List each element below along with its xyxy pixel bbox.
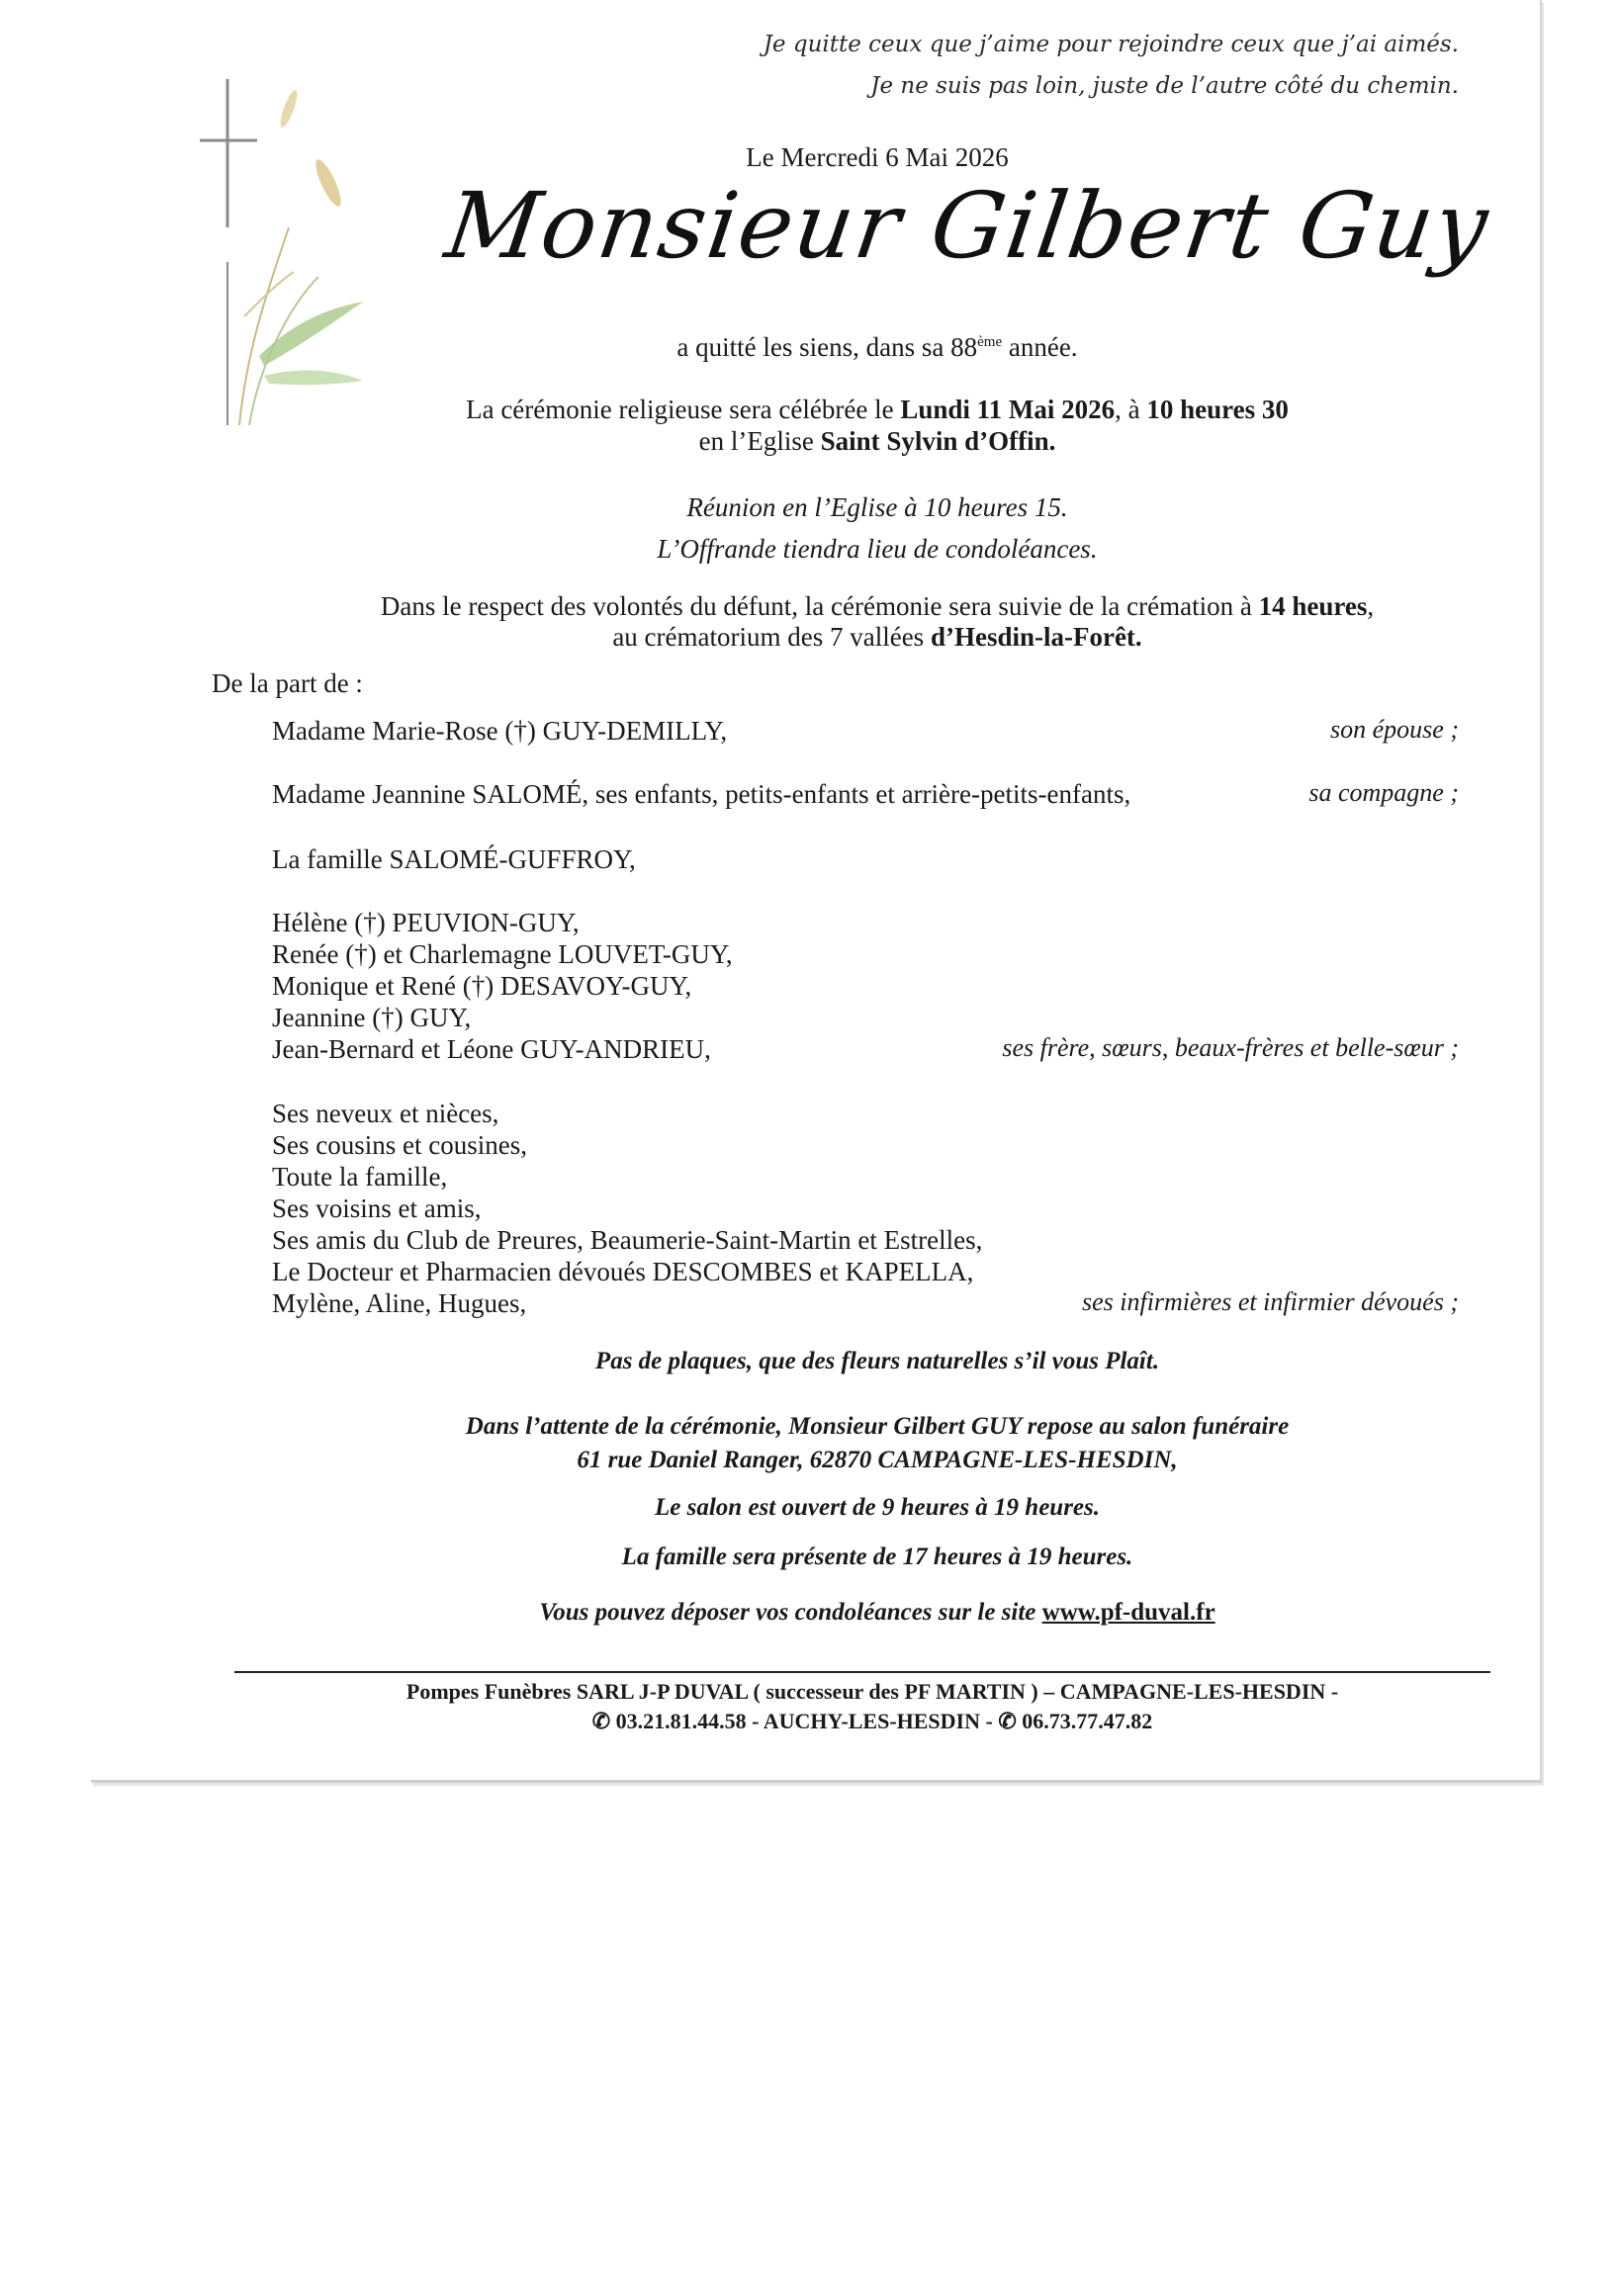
other-relative-2: Ses cousins et cousines, (272, 1130, 527, 1160)
website-link[interactable]: www.pf-duval.fr (1041, 1599, 1215, 1626)
date-line: Le Mercredi 6 Mai 2026 (746, 142, 1009, 172)
reunion-line-1: Réunion en l’Eglise à 10 heures 15. (686, 492, 1068, 522)
siblings-relation: ses frère, sœurs, beaux-frères et belle-sœur ; (1002, 1033, 1459, 1062)
spouse-relation: son épouse ; (1330, 715, 1459, 744)
sibling-5: Jean-Bernard et Léone GUY-ANDRIEU, (272, 1034, 711, 1064)
other-relative-4: Ses voisins et amis, (272, 1193, 482, 1223)
ceremony-line-1: La cérémonie religieuse sera célébrée le Lundi 11 Mai 2026, à 10 heures 30 (466, 395, 1289, 424)
footer-line-1: Pompes Funèbres SARL J-P DUVAL ( successeur des PF MARTIN ) – CAMPAGNE-LES-HESDIN - (405, 1679, 1339, 1704)
sibling-3: Monique et René (†) DESAVOY-GUY, (272, 971, 692, 1001)
obituary-sheet (91, 0, 1542, 1783)
sibling-2: Renée (†) et Charlemagne LOUVET-GUY, (272, 939, 733, 969)
other-relative-7: Mylène, Aline, Hugues, (272, 1288, 527, 1318)
companion-relation: sa compagne ; (1308, 778, 1459, 807)
footer-line-2: ✆ 03.21.81.44.58 - AUCHY-LES-HESDIN - ✆ 06.73.77.47.82 (591, 1709, 1153, 1733)
salon-line-2: 61 rue Daniel Ranger, 62870 CAMPAGNE-LES-HESDIN, (577, 1447, 1178, 1473)
other-relative-3: Toute la famille, (272, 1162, 448, 1192)
sibling-1: Hélène (†) PEUVION-GUY, (272, 908, 580, 937)
cremation-line-2: au crématorium des 7 vallées d’Hesdin-la-Forêt. (612, 622, 1142, 652)
reunion-line-2: L’Offrande tiendra lieu de condoléances. (657, 534, 1098, 564)
deceased-name: Monsieur Gilbert Guy (439, 173, 1496, 279)
cremation-line-1: Dans le respect des volontés du défunt, la cérémonie sera suivie de la crémation à 14 heures, (380, 591, 1375, 621)
from-label: De la part de : (212, 668, 363, 698)
quote-line-2: Je ne suis pas loin, juste de l’autre côté du chemin. (870, 73, 1459, 99)
condolences-line: Vous pouvez déposer vos condoléances sur le site www.pf-duval.fr (539, 1599, 1215, 1626)
other-relative-1: Ses neveux et nièces, (272, 1099, 499, 1128)
sibling-4: Jeannine (†) GUY, (272, 1003, 472, 1032)
ceremony-line-2: en l’Eglise Saint Sylvin d’Offin. (698, 426, 1056, 456)
spouse-name: Madame Marie-Rose (†) GUY-DEMILLY, (272, 716, 728, 746)
other-relative-5: Ses amis du Club de Preures, Beaumerie-Saint-Martin et Estrelles, (272, 1225, 983, 1255)
others-relation: ses infirmières et infirmier dévoués ; (1081, 1287, 1459, 1316)
cross-wheat-icon (170, 69, 368, 435)
family-hours: La famille sera présente de 17 heures à 19 heures. (621, 1544, 1133, 1570)
salon-line-1: Dans l’attente de la cérémonie, Monsieur Gilbert GUY repose au salon funéraire (465, 1413, 1290, 1440)
other-relative-6: Le Docteur et Pharmacien dévoués DESCOMBES et KAPELLA, (272, 1257, 974, 1286)
companion-name: Madame Jeannine SALOMÉ, ses enfants, petits-enfants et arrière-petits-enfants, (272, 779, 1131, 809)
salon-hours: Le salon est ouvert de 9 heures à 19 heures. (655, 1494, 1100, 1521)
quote-line-1: Je quitte ceux que j’aime pour rejoindre ceux que j’ai aimés. (763, 32, 1459, 57)
footer-divider (234, 1671, 1490, 1673)
age-line: a quitté les siens, dans sa 88ème année. (676, 332, 1078, 362)
flowers-note: Pas de plaques, que des fleurs naturelles s’il vous Plaît. (594, 1348, 1160, 1374)
salome-family: La famille SALOMÉ-GUFFROY, (272, 844, 636, 874)
